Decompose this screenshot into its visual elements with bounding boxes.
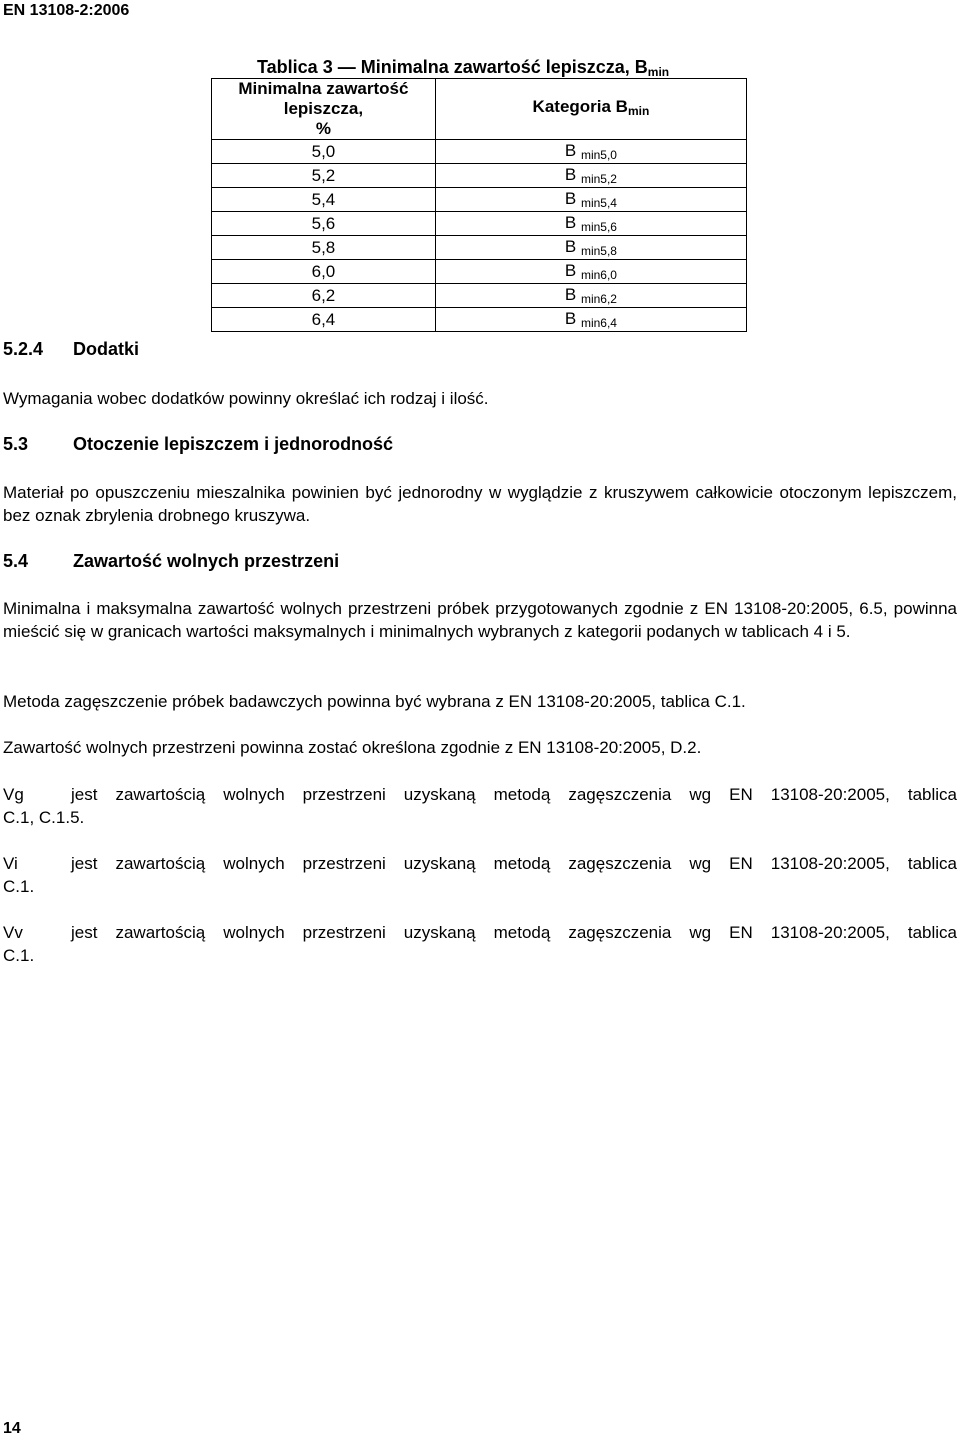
binder-content-table [211, 78, 747, 332]
cell-category-sub: min5,0 [580, 148, 617, 162]
definition-text-cont: C.1, C.1.5. [3, 808, 85, 827]
definition-text-cont: C.1. [3, 946, 35, 965]
header-binder-content [212, 79, 436, 140]
cell-category-sub: min6,0 [580, 268, 617, 282]
cell-category [435, 164, 746, 188]
section-number: 5.4 [3, 551, 29, 571]
definition-symbol: Vi [3, 854, 18, 873]
cell-category-sub: min5,4 [580, 196, 617, 210]
table-title-text: Tablica 3 — Minimalna zawartość lepiszcza, B [257, 57, 648, 77]
cell-value: 5,2 [212, 164, 436, 188]
section-heading-5-3 [3, 434, 393, 455]
definition-vv [3, 921, 957, 967]
definition-text: jest zawartością wolnych przestrzeni uzyskaną metodą zagęszczenia wg EN 13108-20:2005, tablica [71, 923, 957, 942]
cell-category-sub: min5,2 [580, 172, 617, 186]
cell-category-letter: B [564, 261, 577, 280]
cell-value: 5,0 [212, 140, 436, 164]
cell-category-letter: B [564, 189, 577, 208]
cell-category-sub: min5,8 [580, 244, 617, 258]
cell-value: 6,2 [212, 284, 436, 308]
table-row [212, 308, 747, 332]
definition-text: jest zawartością wolnych przestrzeni uzyskaną metodą zagęszczenia wg EN 13108-20:2005, tablica [71, 854, 957, 873]
section-title: Otoczenie lepiszczem i jednorodność [73, 434, 394, 454]
header-category [435, 79, 746, 140]
definition-text: jest zawartością wolnych przestrzeni uzyskaną metodą zagęszczenia wg EN 13108-20:2005, tablica [71, 785, 957, 804]
section-number: 5.3 [3, 434, 29, 454]
cell-category [435, 236, 746, 260]
cell-category-letter: B [564, 213, 577, 232]
section-number: 5.2.4 [3, 339, 44, 359]
paragraph-void-determination: Zawartość wolnych przestrzeni powinna zostać określona zgodnie z EN 13108-20:2005, D.2. [3, 738, 702, 757]
cell-category-letter: B [564, 165, 577, 184]
table-row [212, 284, 747, 308]
paragraph-void-limits: Minimalna i maksymalna zawartość wolnych przestrzeni próbek przygotowanych zgodnie z EN 13108-20:2005, 6.5, powinna mieścić się w granicach wartości maksymalnych i minimalnych wybranych z kategorii podanych w tablicach 4 i 5. [3, 599, 957, 641]
paragraph-coating: Materiał po opuszczeniu mieszalnika powinien być jednorodny w wyglądzie z kruszywem całkowicie otoczonym lepiszczem, bez oznak zbrylenia drobnego kruszywa. [3, 483, 957, 525]
paragraph-additives: Wymagania wobec dodatków powinny określać ich rodzaj i ilość. [3, 389, 489, 408]
cell-category [435, 212, 746, 236]
cell-value: 5,4 [212, 188, 436, 212]
table-header-row [212, 79, 747, 140]
paragraph-compaction-method: Metoda zagęszczenie próbek badawczych powinna być wybrana z EN 13108-20:2005, tablica C.1. [3, 692, 746, 711]
table-row [212, 188, 747, 212]
header-category-text: Kategoria B [532, 97, 628, 116]
definition-text-cont: C.1. [3, 877, 35, 896]
table-row [212, 212, 747, 236]
cell-category-sub: min6,4 [580, 316, 617, 330]
table-row [212, 236, 747, 260]
header-binder-content-line1: Minimalna zawartość lepiszcza, [238, 79, 409, 118]
cell-category-sub: min6,2 [580, 292, 617, 306]
table-row [212, 140, 747, 164]
cell-category-letter: B [564, 309, 577, 328]
cell-category-letter: B [564, 141, 577, 160]
cell-category-letter: B [564, 285, 577, 304]
table-row [212, 164, 747, 188]
cell-value: 6,0 [212, 260, 436, 284]
page-number: 14 [3, 1420, 21, 1437]
section-title: Zawartość wolnych przestrzeni [73, 551, 340, 571]
section-heading-5-2-4 [3, 339, 139, 360]
definition-symbol: Vv [3, 923, 23, 942]
cell-category [435, 188, 746, 212]
cell-category-sub: min5,6 [580, 220, 617, 234]
section-title: Dodatki [73, 339, 140, 359]
table-row [212, 260, 747, 284]
section-heading-5-4 [3, 551, 339, 572]
document-code: EN 13108-2:2006 [3, 2, 130, 19]
cell-category [435, 284, 746, 308]
table-title [257, 57, 669, 79]
cell-value: 5,8 [212, 236, 436, 260]
cell-value: 5,6 [212, 212, 436, 236]
header-binder-content-line2: % [315, 119, 331, 138]
cell-category-letter: B [564, 237, 577, 256]
definition-vg [3, 783, 957, 829]
header-category-sub: min [627, 104, 650, 118]
definition-symbol: Vg [3, 785, 24, 804]
cell-category [435, 308, 746, 332]
cell-value: 6,4 [212, 308, 436, 332]
table-title-sub: min [647, 65, 670, 79]
cell-category [435, 260, 746, 284]
definition-vi [3, 852, 957, 898]
cell-category [435, 140, 746, 164]
